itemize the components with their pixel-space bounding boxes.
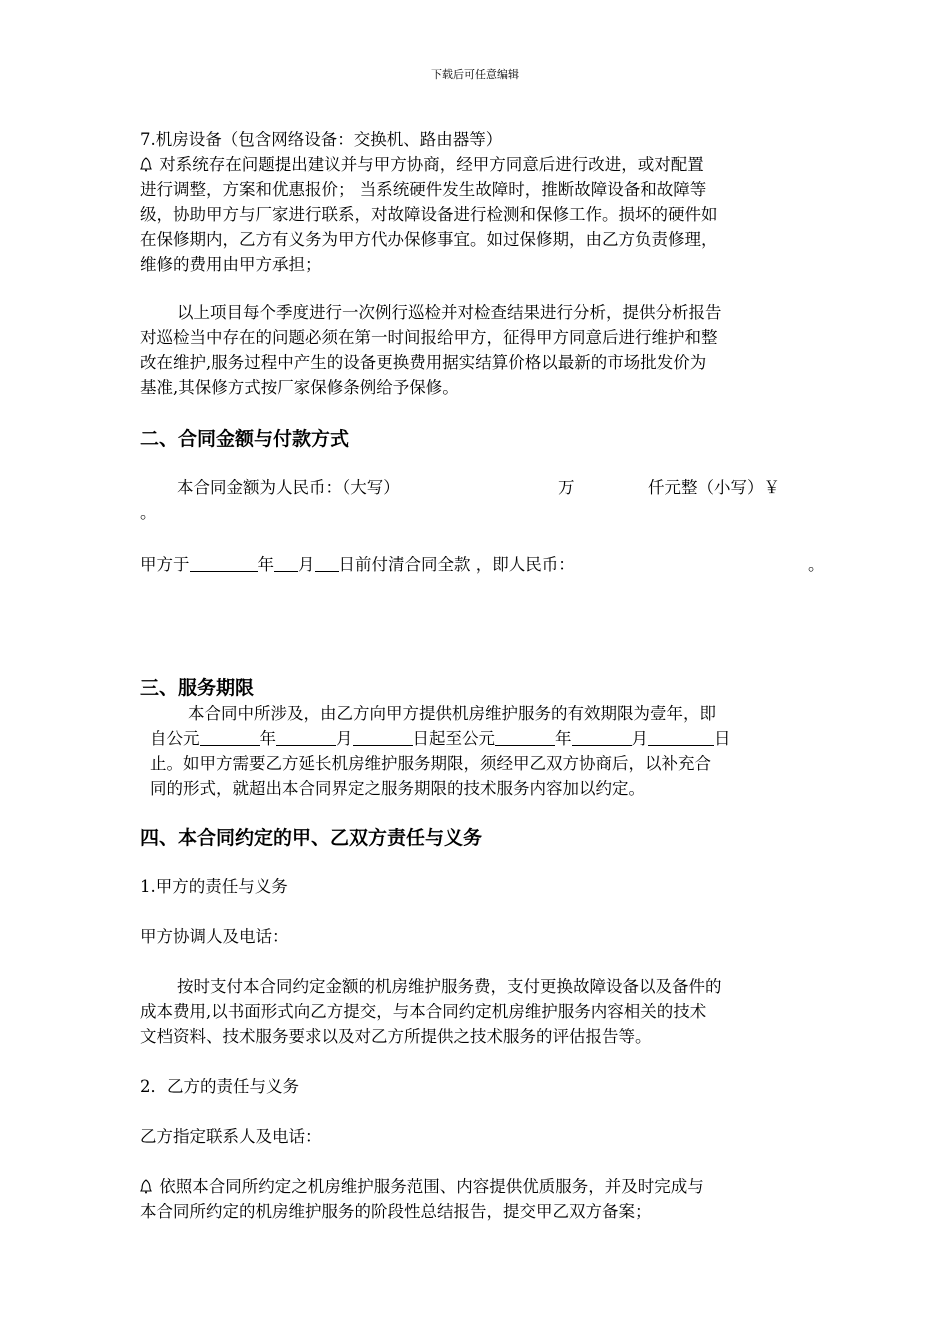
party-a-line-1: 按时支付本合同约定金额的机房维护服务费，支付更换故障设备以及备件的: [177, 977, 722, 996]
party-a-line-2: 成本费用,以书面形式向乙方提交，与本合同约定机房维护服务内容相关的技术: [140, 1002, 707, 1021]
inspection-line-1: 以上项目每个季度进行一次例行巡检并对检查结果进行分析，提供分析报告: [177, 303, 722, 322]
item7-line-3: 级，协助甲方与厂家进行联系，对故障设备进行检测和保修工作。损坏的硬件如: [140, 205, 718, 224]
term-to-month-blank: [572, 729, 632, 747]
amount-period: 。: [140, 503, 157, 522]
amount-label: 本合同金额为人民币：（大写）: [177, 478, 400, 497]
term-from-year-blank: [200, 729, 260, 747]
bell-icon: [140, 155, 154, 174]
payment-line: 甲方于 年 月 日前付清合同全款 ，即人民币：: [140, 555, 575, 574]
term-to-day-blank: [648, 729, 714, 747]
party-a-title: 1.甲方的责任与义务: [140, 877, 288, 896]
amount-qian: 仟元整（小写）￥: [648, 478, 780, 497]
term-from-day-blank: [353, 729, 413, 747]
inspection-line-3: 改在维护,服务过程中产生的设备更换费用据实结算价格以最新的市场批发价为: [140, 353, 707, 372]
item7-title: 7.机房设备（包含网络设备：交换机、路由器等）: [140, 130, 503, 149]
item7-line-5: 维修的费用由甲方承担；: [140, 255, 322, 274]
page-header: 下载后可任意编辑: [431, 68, 519, 81]
term-line-1: 本合同中所涉及，由乙方向甲方提供机房维护服务的有效期限为壹年，即: [188, 704, 716, 723]
party-b-line-2: 本合同所约定的机房维护服务的阶段性总结报告，提交甲乙双方备案；: [140, 1202, 652, 1221]
party-b-contact: 乙方指定联系人及电话：: [140, 1127, 322, 1146]
payment-end: 。: [808, 555, 825, 574]
party-b-line-1: 依照本合同所约定之机房维护服务范围、内容提供优质服务，并及时完成与: [140, 1173, 704, 1197]
party-a-line-3: 文档资料、技术服务要求以及对乙方所提供之技术服务的评估报告等。: [140, 1027, 652, 1046]
payment-day-blank: [315, 555, 339, 573]
item7-line-1: 对系统存在问题提出建议并与甲方协商，经甲方同意后进行改进，或对配置: [140, 151, 704, 175]
section4-heading: 四、本合同约定的甲、乙双方责任与义务: [140, 827, 483, 849]
payment-month-blank: [274, 555, 298, 573]
inspection-line-2: 对巡检当中存在的问题必须在第一时间报给甲方，征得甲方同意后进行维护和整: [140, 328, 718, 347]
section2-heading: 二、合同金额与付款方式: [140, 428, 350, 450]
amount-wan: 万: [558, 478, 575, 497]
inspection-line-4: 基准,其保修方式按厂家保修条例给予保修。: [140, 378, 459, 397]
term-to-year-blank: [495, 729, 555, 747]
term-line-2: 自公元 年 月 日起至公元 年 月 日: [150, 729, 731, 748]
term-line-3: 止。如甲方需要乙方延长机房维护服务期限，须经甲乙双方协商后，以补充合: [150, 754, 711, 773]
item7-line-4: 在保修期内，乙方有义务为甲方代办保修事宜。如过保修期，由乙方负责修理，: [140, 230, 718, 249]
item7-line-2: 进行调整，方案和优惠报价； 当系统硬件发生故障时，推断故障设备和故障等: [140, 180, 707, 199]
term-line-4: 同的形式，就超出本合同界定之服务期限的技术服务内容加以约定。: [150, 779, 645, 798]
party-b-title: 2．乙方的责任与义务: [140, 1077, 299, 1096]
section3-heading: 三、服务期限: [140, 677, 255, 699]
payment-year-blank: [190, 555, 258, 573]
bell-icon: [140, 1177, 154, 1196]
party-a-contact: 甲方协调人及电话：: [140, 927, 289, 946]
term-from-month-blank: [276, 729, 336, 747]
